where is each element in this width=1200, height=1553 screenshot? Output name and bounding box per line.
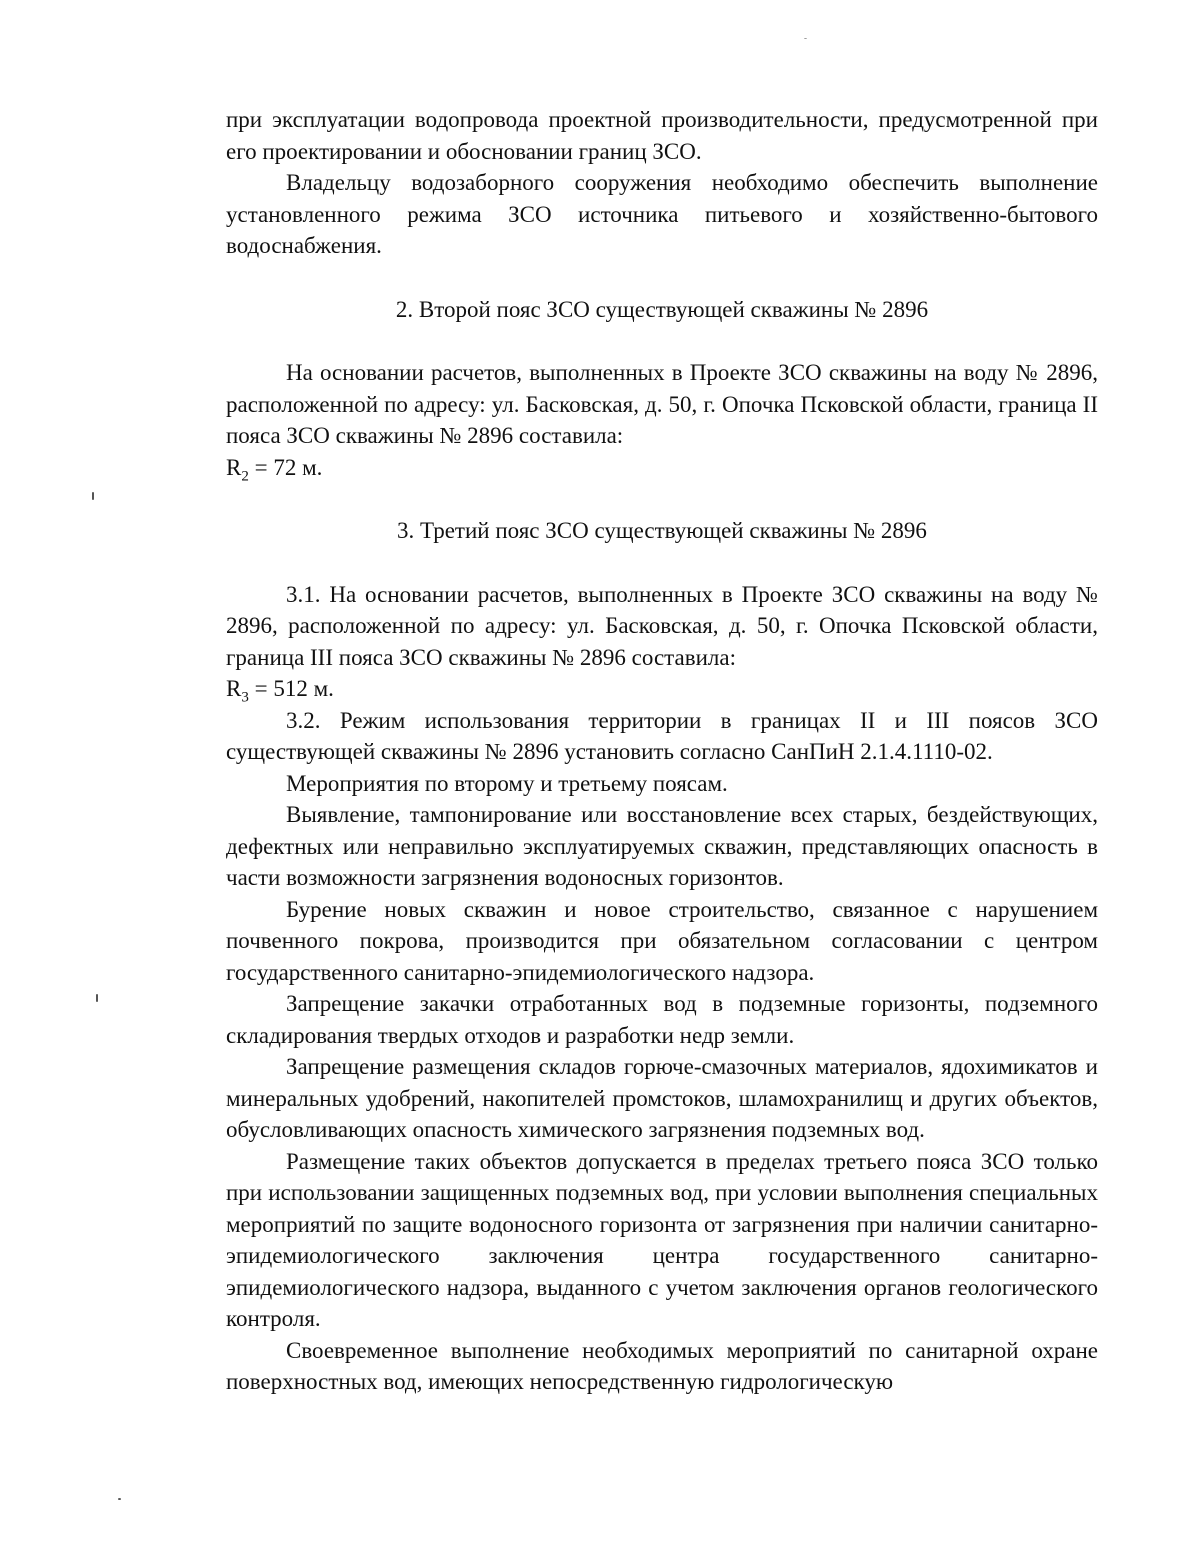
paragraph-injection-ban: Запрещение закачки отработанных вод в подземные горизонты, подземного складирования твердых отходов и разработки недр земли. bbox=[226, 991, 1098, 1048]
paragraph-3-2: 3.2. Режим использования территории в границах II и III поясов ЗСО существующей скважины № 2896 установить согласно СанПиН 2.1.4.1110-02. bbox=[226, 707, 1098, 764]
formula-r2-symbol: R bbox=[226, 454, 242, 480]
paragraph-surface-water: Своевременное выполнение необходимых мероприятий по санитарной охране поверхностных вод, имеющих непосредственную гидрологическую bbox=[226, 1337, 1098, 1394]
section-3-heading: 3. Третий пояс ЗСО существующей скважины № 2896 bbox=[397, 518, 927, 543]
scan-speck bbox=[118, 1498, 121, 1500]
formula-r3-symbol: R bbox=[226, 676, 242, 701]
section-2-paragraph: На основании расчетов, выполненных в Проекте ЗСО скважины на воду № 2896, расположенной по адресу: ул. Басковская, д. 50, г. Опочка Псковской области, граница II пояса ЗСО скважины № 2896 составила: bbox=[226, 360, 1098, 448]
paragraph-drilling: Бурение новых скважин и новое строительство, связанное с нарушением почвенного покрова, производится при обязательном согласовании с центром государственного санитарно-эпидемиологического надзора. bbox=[226, 896, 1098, 985]
paragraph-storage-ban: Запрещение размещения складов горюче-смазочных материалов, ядохимикатов и минеральных удобрений, накопителей промстоков, шламохранилищ и других объектов, обусловливающих опасность химического загрязнения подземных вод. bbox=[226, 1054, 1098, 1142]
document-body bbox=[226, 104, 1098, 1398]
paragraph-placement: Размещение таких объектов допускается в пределах третьего пояса ЗСО только при использовании защищенных подземных вод, при условии выполнения специальных мероприятий по защите водоносного горизонта от загрязнения при наличии санитарно-эпидемиологического заключения центра государственного санитарно-эпидемиологического надзора, выданного с учетом заключения органов геологического контроля. bbox=[226, 1148, 1098, 1331]
formula-r2 bbox=[226, 452, 1098, 484]
scan-speck bbox=[804, 38, 807, 39]
formula-r2-value: = 72 м. bbox=[248, 454, 323, 480]
section-2-heading: 2. Второй пояс ЗСО существующей скважины № 2896 bbox=[395, 296, 929, 322]
paragraph-detection: Выявление, тампонирование или восстановление всех старых, бездействующих, дефектных или неправильно эксплуатируемых скважин, представляющих опасность в части возможности загрязнения водоносных горизонтов. bbox=[226, 802, 1098, 890]
scan-speck bbox=[92, 492, 94, 500]
formula-r3 bbox=[226, 673, 1098, 705]
paragraph-continuation: при эксплуатации водопровода проектной производительности, предусмотренной при его проектировании и обосновании границ ЗСО. bbox=[226, 107, 1098, 164]
formula-r3-value: = 512 м. bbox=[248, 676, 334, 701]
paragraph-3-1: 3.1. На основании расчетов, выполненных в Проекте ЗСО скважины на воду № 2896, расположенной по адресу: ул. Басковская, д. 50, г. Опочка Псковской области, граница III пояса ЗСО скважины № 2896 составила: bbox=[226, 581, 1098, 670]
formula-r3-subscript: 3 bbox=[241, 689, 249, 706]
paragraph-measures-title: Мероприятия по второму и третьему поясам. bbox=[286, 770, 728, 796]
scan-speck bbox=[96, 994, 98, 1002]
paragraph-owner-obligation: Владельцу водозаборного сооружения необходимо обеспечить выполнение установленного режима ЗСО источника питьевого и хозяйственно-бытового водоснабжения. bbox=[226, 170, 1098, 258]
formula-r2-subscript: 2 bbox=[241, 468, 249, 485]
